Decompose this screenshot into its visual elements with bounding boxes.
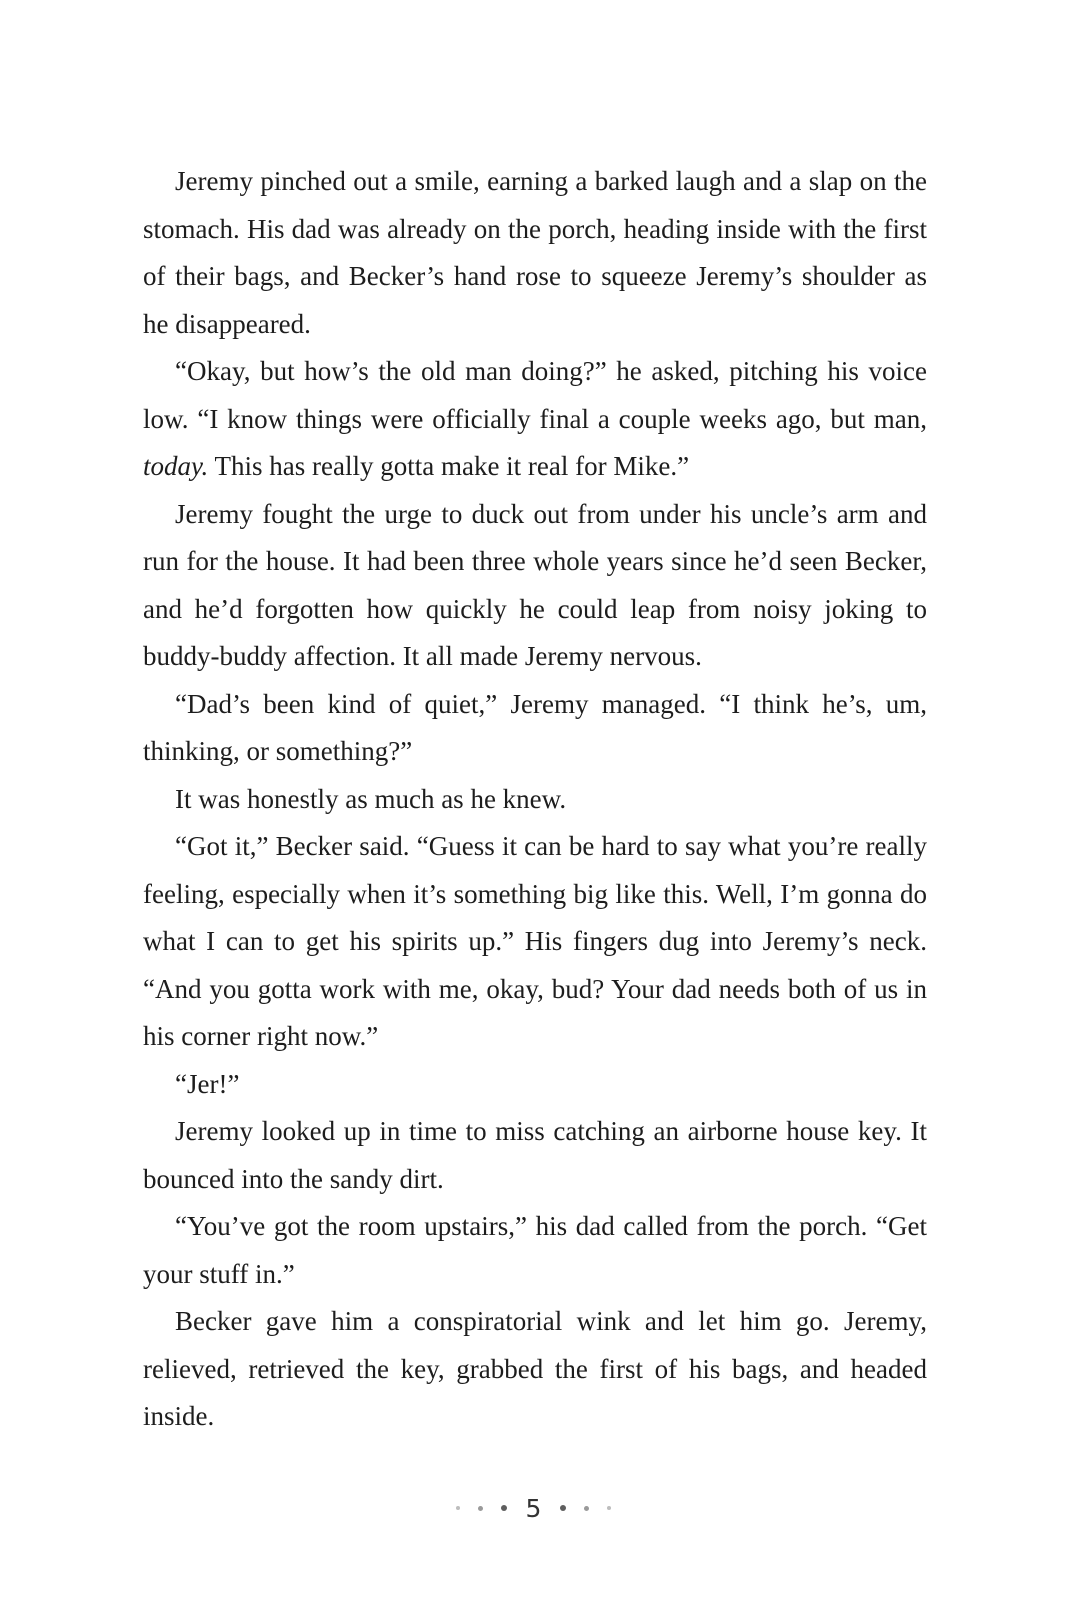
paragraph-5: It was honestly as much as he knew. xyxy=(175,783,567,814)
paragraph-2: “Okay, but how’s the old man doing?” he asked, pitching his voice low. “I know things were officially final a couple weeks ago, but man, today. This has really gotta make it real for Mike.” xyxy=(143,356,927,481)
paragraph-9: “You’ve got the room upstairs,” his dad called from the porch. “Get your stuff in.” xyxy=(143,1211,927,1289)
paragraph-4: “Dad’s been kind of quiet,” Jeremy managed. “I think he’s, um, thinking, or something?” xyxy=(143,688,927,766)
paragraph-6: “Got it,” Becker said. “Guess it can be hard to say what you’re really feeling, especially when it’s something big like this. Well, I’m gonna do what I can to get his spirits up.” His fingers dug into Jeremy’s neck. “And you gotta work with me, okay, bud? Your dad needs both of us in his corner right now.” xyxy=(143,831,927,1051)
paragraph-3: Jeremy fought the urge to duck out from under his uncle’s arm and run for the house. It had been three whole years since he’d seen Becker, and he’d forgotten how quickly he could leap from noisy joking to buddy-buddy affection. It all made Jeremy nervous. xyxy=(143,498,927,671)
paragraph-7: “Jer!” xyxy=(175,1068,240,1099)
page-footer xyxy=(0,1490,1067,1526)
page-number: 5 xyxy=(525,1493,542,1523)
ornament-dot xyxy=(478,1506,483,1511)
emphasis-text: today. xyxy=(143,451,209,481)
body-text xyxy=(143,158,927,1441)
ornament-dot xyxy=(584,1506,589,1511)
paragraph-8: Jeremy looked up in time to miss catching an airborne house key. It bounced into the sandy dirt. xyxy=(143,1116,927,1194)
paragraph-1: Jeremy pinched out a smile, earning a barked laugh and a slap on the stomach. His dad was already on the porch, heading inside with the first of their bags, and Becker’s hand rose to squeeze Jeremy’s shoulder as he disappeared. xyxy=(143,166,927,339)
ornament-dot xyxy=(501,1505,507,1511)
ornament-dot xyxy=(560,1505,566,1511)
paragraph-10: Becker gave him a conspiratorial wink and let him go. Jeremy, relieved, retrieved the key, grabbed the first of his bags, and headed inside. xyxy=(143,1306,927,1431)
ornament-dot xyxy=(456,1506,460,1510)
ornament-dot xyxy=(607,1506,611,1510)
